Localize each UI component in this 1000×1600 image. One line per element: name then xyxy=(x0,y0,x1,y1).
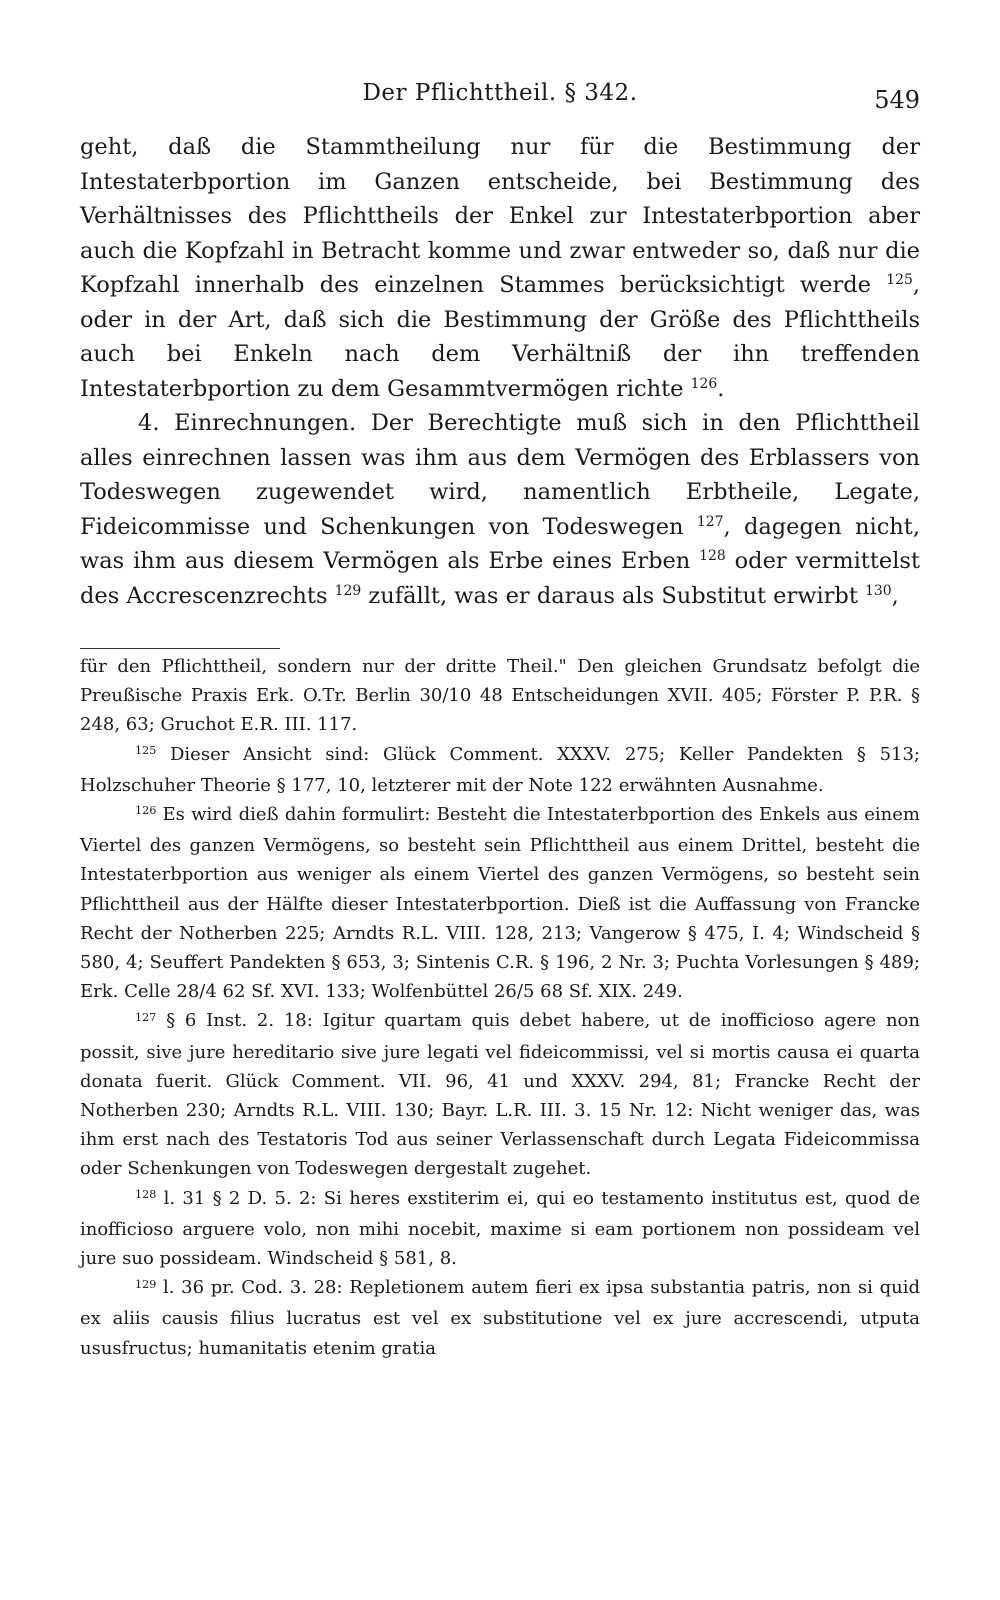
footnote-number: 127 xyxy=(135,1010,157,1024)
text-run: zufällt, was er daraus als Substitut erwirbt xyxy=(361,582,858,609)
footnote-128 xyxy=(80,1184,920,1274)
footnotes xyxy=(80,652,920,1363)
footnote-number: 126 xyxy=(135,804,157,818)
paragraph-1 xyxy=(80,130,920,406)
text-run: , xyxy=(891,582,899,609)
footnote-ref-125: 125 xyxy=(886,272,913,289)
text-run: , oder in der Art, daß sich die Bestimmung der Größe des Pflichttheils auch bei Enkeln nach dem Verhältniß der ihn treffenden Intestaterbportion zu dem Gesammtvermögen richte xyxy=(80,272,920,402)
footnote-text: § 6 Inst. 2. 18: Igitur quartam quis debet habere, ut de inofficioso agere non possit, sive jure hereditario sive jure legati vel fideicommissi, vel si mortis causa ei quarta donata fuerit. Glück Comment. VII. 96, 41 und XXXV. 294, 81; Francke Recht der Notherben 230; Arndts R.L. VIII. 130; Bayr. L.R. III. 3. 15 Nr. 12: Nicht weniger das, was ihm erst nach des Testatoris Tod aus seiner Verlassenschaft durch Legata Fideicommissa oder Schenkungen von Todeswegen dergestalt zugehet. xyxy=(80,1010,920,1180)
footnote-ref-128: 128 xyxy=(699,548,726,565)
footnote-divider xyxy=(80,648,280,649)
paragraph-2 xyxy=(80,406,920,613)
footnote-text: Dieser Ansicht sind: Glück Comment. XXXV. 275; Keller Pandekten § 513; Holzschuher Theorie § 177, 10, letzterer mit der Note 122 erwähnten Ausnahme. xyxy=(80,743,920,796)
page-number: 549 xyxy=(874,86,920,114)
footnote-129 xyxy=(80,1273,920,1363)
footnote-ref-129: 129 xyxy=(334,582,362,599)
text-run: oder vermittelst des Accrescenzrechts xyxy=(80,548,920,609)
footnote-text: l. 36 pr. Cod. 3. 28: Repletionem autem fieri ex ipsa substantia patris, non si quid ex aliis causis filius lucratus est vel ex substitutione vel ex jure accrescendi, utputa ususfructus; humanitatis etenim gratia xyxy=(80,1277,920,1359)
footnote-number: 128 xyxy=(135,1188,157,1202)
page-header xyxy=(80,80,920,120)
text-run: . xyxy=(717,375,725,402)
footnote-text: l. 31 § 2 D. 5. 2: Si heres exstiterim ei, qui eo testamento institutus est, quod de inofficioso arguere volo, non mihi nocebit, maxime si eam portionem non possideam vel jure suo possideam. Windscheid § 581, 8. xyxy=(80,1187,920,1270)
text-run: 4. Einrechnungen. Der Berechtigte muß sich in den Pflichttheil alles einrechnen lassen was ihm aus dem Vermögen des Erblassers von Todeswegen zugewendet wird, namentlich Erbtheile, Legate, Fideicommisse und Schenkungen von Todeswegen xyxy=(80,410,920,540)
footnote-text: Es wird dieß dahin formulirt: Besteht die Intestaterbportion des Enkels aus einem Viertel des ganzen Vermögens, so besteht sein Pflichttheil aus einem Drittel, besteht die Intestaterbportion aus weniger als einem Viertel des ganzen Vermögens, so besteht sein Pflichttheil aus der Hälfte dieser Intestaterbportion. Dieß ist die Auffassung von Francke Recht der Notherben 225; Arndts R.L. VIII. 128, 213; Vangerow § 475, I. 4; Windscheid § 580, 4; Seuffert Pandekten § 653, 3; Sintenis C.R. § 196, 2 Nr. 3; Puchta Vorlesungen § 489; Erk. Celle 28/4 62 Sf. XVI. 133; Wolfenbüttel 26/5 68 Sf. XIX. 249. xyxy=(80,804,920,1003)
text-run: geht, daß die Stammtheilung nur für die Bestimmung der Intestaterbportion im Ganzen entscheide, bei Bestimmung des Verhältnisses des Pflichttheils der Enkel zur Intestaterbportion aber auch die Kopfzahl in Betracht komme und zwar entweder so, daß nur die Kopfzahl innerhalb des einzelnen Stammes berücksichtigt werde xyxy=(80,134,920,298)
footnote-number: 129 xyxy=(135,1277,157,1291)
footnote-127 xyxy=(80,1006,920,1183)
footnote-ref-127: 127 xyxy=(696,513,724,530)
footnote-continuation: für den Pflichttheil, sondern nur der dritte Theil." Den gleichen Grundsatz befolgt die Preußische Praxis Erk. O.Tr. Berlin 30/10 48 Entscheidungen XVII. 405; Förster P. P.R. § 248, 63; Gruchot E.R. III. 117. xyxy=(80,656,920,736)
footnote-125 xyxy=(80,740,920,800)
running-head: Der Pflichttheil. § 342. xyxy=(362,80,638,106)
footnote-ref-130: 130 xyxy=(865,582,892,599)
footnote-number: 125 xyxy=(135,744,157,758)
main-text xyxy=(80,130,920,613)
footnote-ref-126: 126 xyxy=(690,375,718,392)
text-run: , dagegen nicht, was ihm aus diesem Vermögen als Erbe eines Erben xyxy=(80,513,920,574)
footnote-126 xyxy=(80,800,920,1006)
